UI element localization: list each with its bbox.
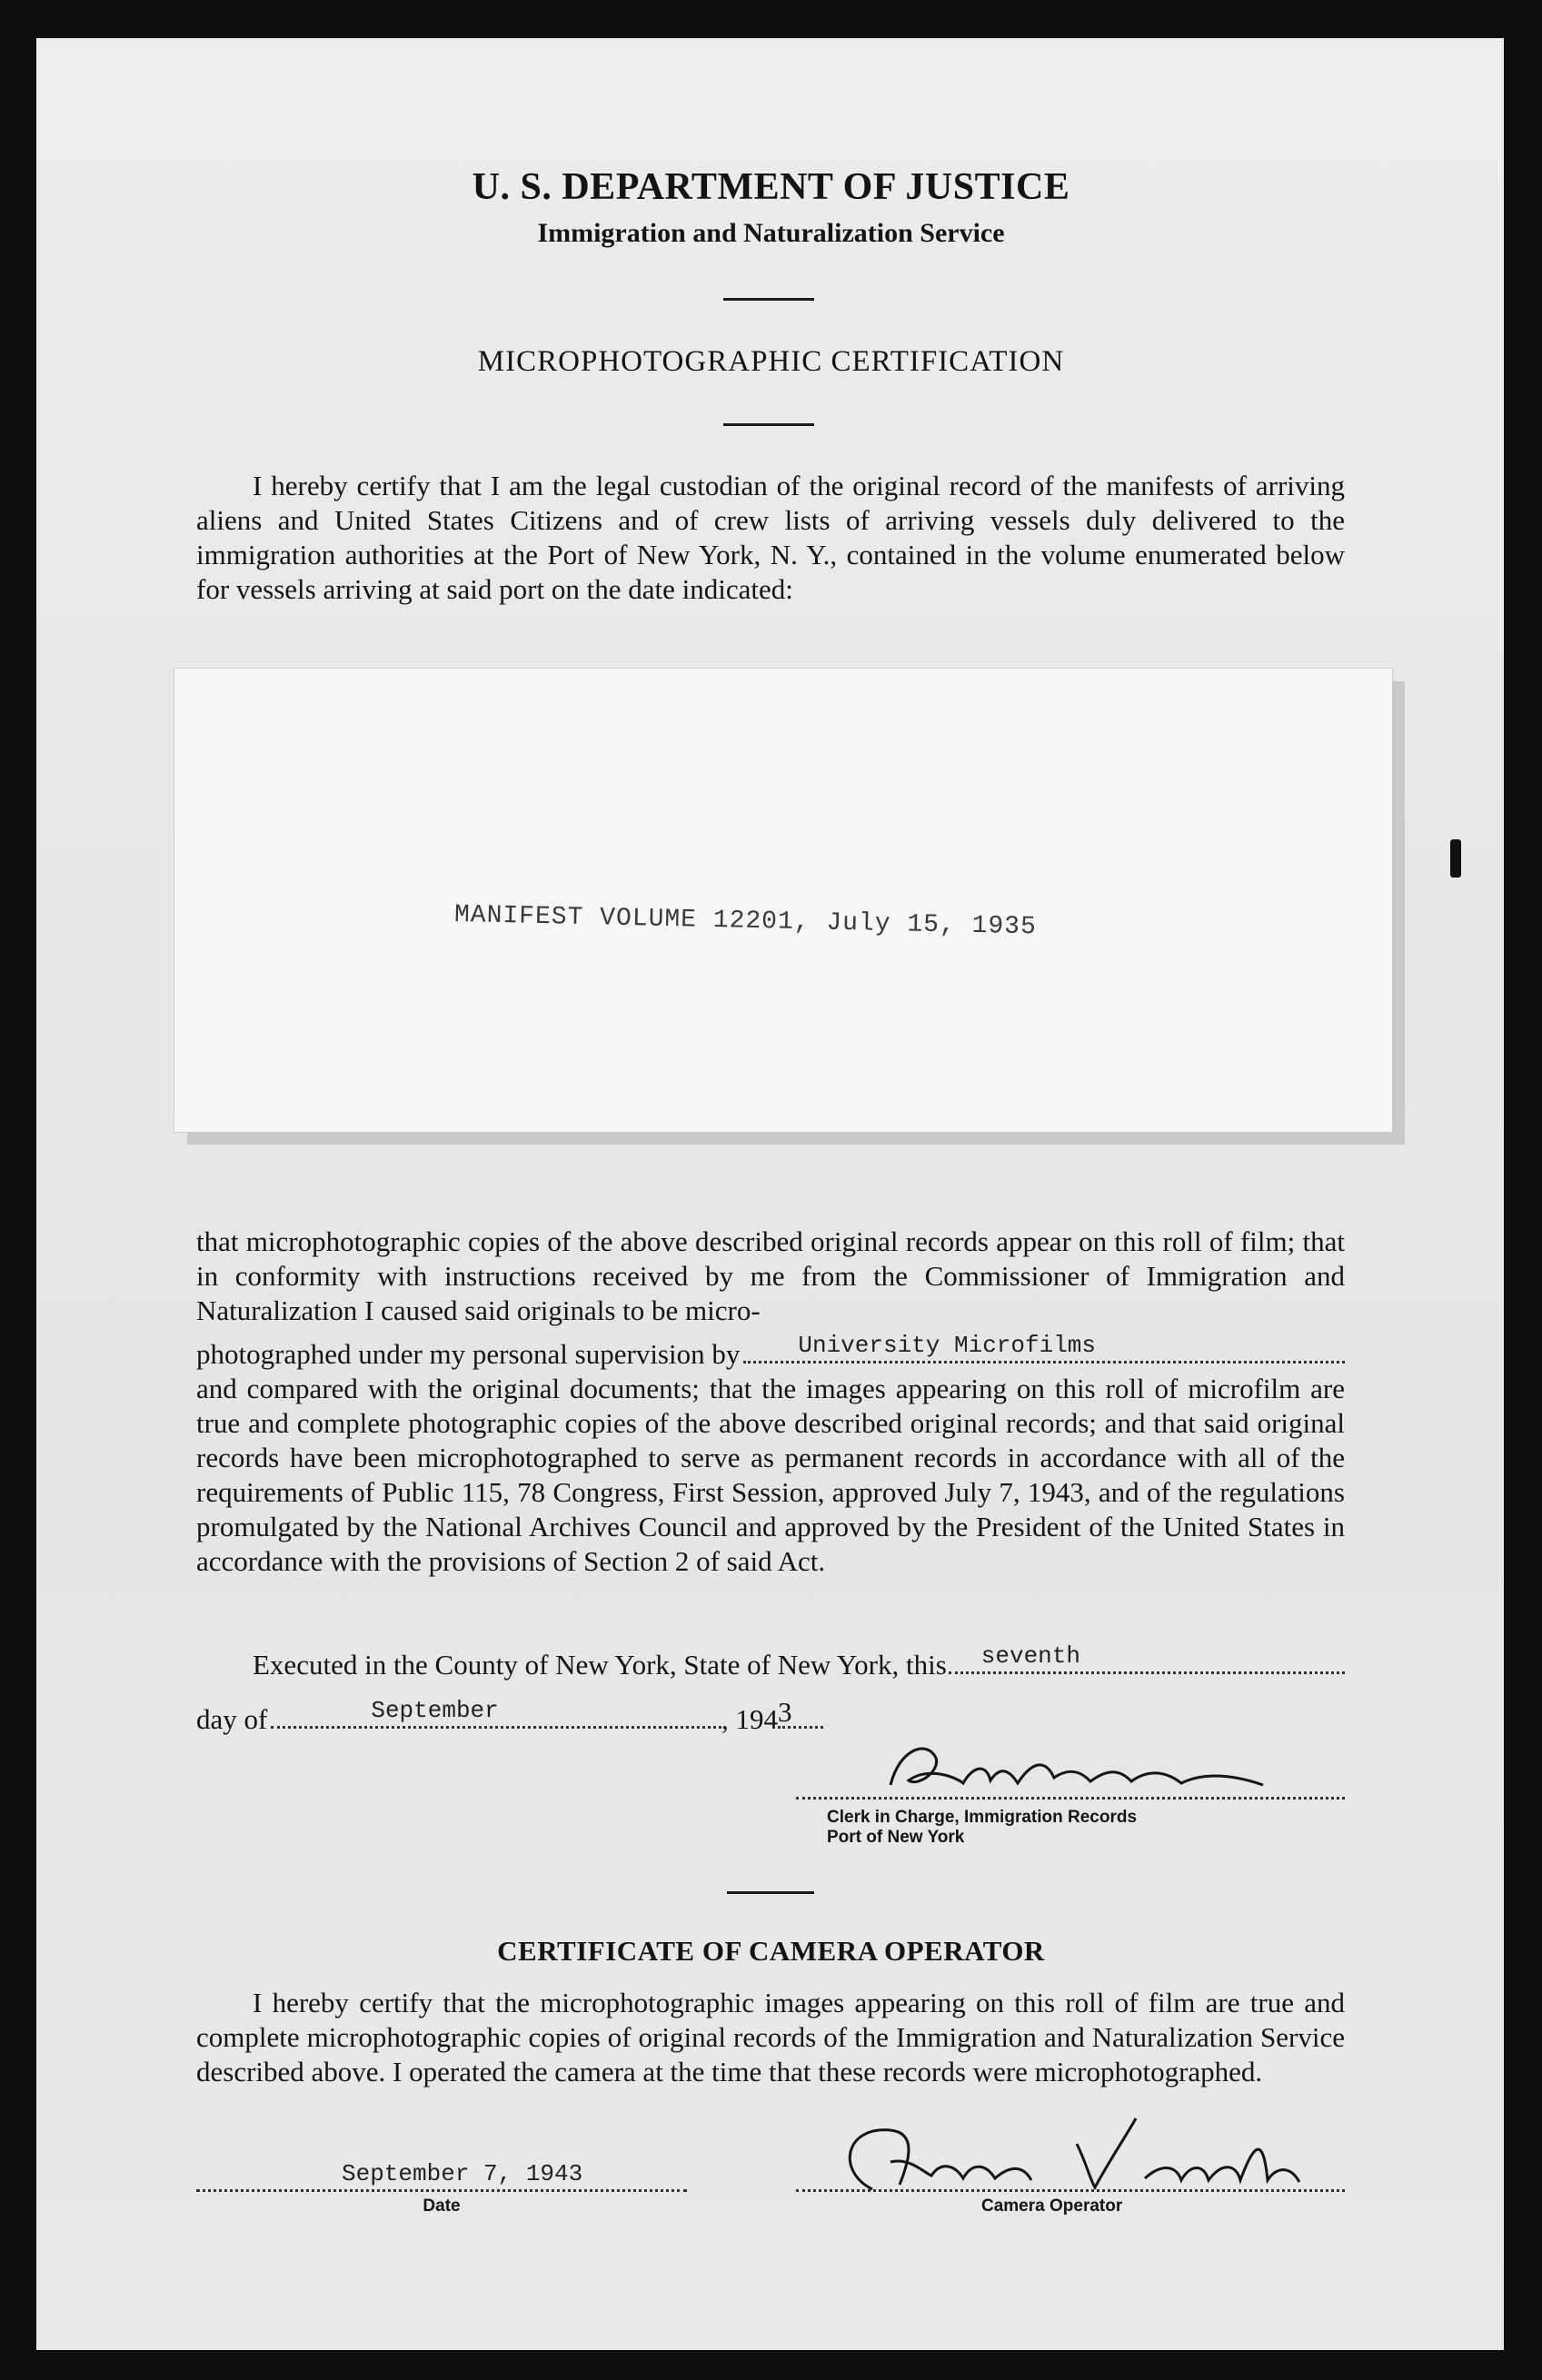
month-value: September — [371, 1697, 499, 1724]
execution-line — [196, 1644, 1345, 1737]
paragraph-start: that microphotographic copies of the above described original records appear on this roll of film; that in conformity with instructions received by me from the Commissioner of Immigration and Naturalization I caused said originals to be micro- — [196, 1225, 1345, 1326]
clerk-signature — [872, 1730, 1290, 1803]
clerk-title-line2: Port of New York — [827, 1828, 965, 1847]
supervisor-value: University Microfilms — [798, 1332, 1097, 1359]
divider-rule — [727, 1891, 814, 1894]
divider-rule — [723, 298, 814, 301]
form-title: MICROPHOTOGRAPHIC CERTIFICATION — [477, 345, 1065, 378]
supervision-prefix: photographed under my personal supervision by — [196, 1338, 741, 1370]
supervisor-field — [743, 1334, 1345, 1364]
custodian-statement: I hereby certify that I am the legal custodian of the original record of the manifests of arriving aliens and United States Citizens and of crew lists of arriving vessels duly delivered to the immigration authorities at the Port of New York, N. Y., contained in the volume enumerated below for vessels arriving at said port on the date indicated: — [196, 470, 1345, 605]
camera-operator-heading: CERTIFICATE OF CAMERA OPERATOR — [497, 1935, 1045, 1967]
operator-label: Camera Operator — [981, 2197, 1123, 2216]
day-value: seventh — [980, 1642, 1080, 1670]
department-heading: U. S. DEPARTMENT OF JUSTICE — [472, 166, 1070, 208]
clerk-title — [827, 1808, 1137, 1848]
day-of-label: day of — [196, 1703, 268, 1735]
volume-card — [174, 669, 1392, 1132]
year-field — [778, 1696, 823, 1729]
clerk-title-line1: Clerk in Charge, Immigration Records — [827, 1808, 1138, 1827]
month-field — [271, 1699, 721, 1729]
day-field — [949, 1644, 1345, 1674]
date-value: September 7, 1943 — [342, 2160, 583, 2187]
operator-signature — [818, 2107, 1327, 2198]
certification-paragraph — [196, 1225, 1345, 1579]
year-prefix: , 194 — [721, 1703, 778, 1735]
execution-prefix: Executed in the County of New York, State of New York, this — [253, 1649, 947, 1681]
paragraph-rest: and compared with the original documents; that the images appearing on this roll of microfilm are true and complete photographic copies of the above described original records; and that said original records have been microphotographed to serve as permanent records in accordance with all of the requirements of Public 115, 78 Congress, First Session, approved July 7, 1943, and of the regulations promulgated by the National Archives Council and approved by the President of the United States in accordance with the provisions of Section 2 of said Act. — [196, 1373, 1345, 1577]
film-edge-mark — [1450, 839, 1461, 878]
date-label: Date — [423, 2197, 461, 2216]
date-field — [196, 2160, 687, 2192]
service-subheading: Immigration and Naturalization Service — [537, 218, 1005, 248]
camera-operator-statement: I hereby certify that the microphotographic images appearing on this roll of film are true and complete microphotographic copies of original records of the Immigration and Naturalization Service described above. I operated the camera at the time that these records were microphotographed. — [196, 1987, 1345, 2087]
manifest-volume-text: MANIFEST VOLUME 12201, July 15, 1935 — [453, 901, 1038, 942]
divider-rule — [723, 423, 814, 426]
year-value: 3 — [778, 1696, 792, 1728]
